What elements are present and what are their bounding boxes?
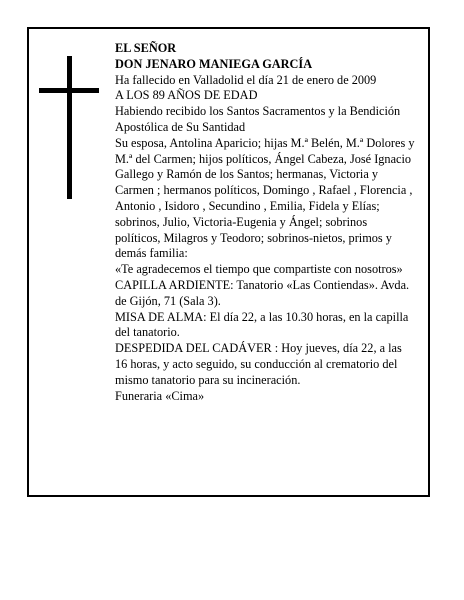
death-announcement: Ha fallecido en Valladolid el día 21 de enero de 2009 (115, 72, 377, 87)
family-list: Su esposa, Antolina Aparicio; hijas M.ª Belén, M.ª Dolores y M.ª del Carmen; hijos políticos, Ángel Cabeza, José Ignacio Gallego y Ramón de los Santos; hermanas, Victoria y Carmen ; hermanos políticos, Domingo , Rafael , Florencia , Antonio , Isidoro , Secundino , Emilia, Fidela y Elías; sobrinos, Julio, Victoria-Eugenia y Ángel; sobrinos políticos, Milagros y Teodoro; sobrinos-nietos, primos y demás familia: (115, 135, 415, 261)
notice-header-title: EL SEÑOR (115, 41, 177, 55)
sacraments-line: Habiendo recibido los Santos Sacramentos y la Bendición Apostólica de Su Santidad (115, 104, 401, 134)
chapel-info: CAPILLA ARDIENTE: Tanatorio «Las Contiendas». Avda. de Gijón, 71 (Sala 3). (115, 277, 410, 308)
cross-horizontal-bar (39, 88, 99, 93)
age-line: A LOS 89 AÑOS DE EDAD (115, 88, 258, 103)
notice-text (115, 41, 415, 404)
thanks-quote: «Te agradecemos el tiempo que compartiste con nosotros» (115, 262, 403, 277)
mass-info: MISA DE ALMA: El día 22, a las 10.30 horas, en la capilla del tanatorio. (115, 309, 409, 340)
cross-vertical-bar (67, 56, 72, 199)
obituary-notice (27, 27, 430, 497)
funeral-home: Funeraria «Cima» (115, 388, 205, 403)
farewell-info: DESPEDIDA DEL CADÁVER : Hoy jueves, día 22, a las 16 horas, y acto seguido, su conducción al crematorio del mismo tanatorio para su incineración. (115, 341, 402, 387)
deceased-name: DON JENARO MANIEGA GARCÍA (115, 56, 313, 71)
